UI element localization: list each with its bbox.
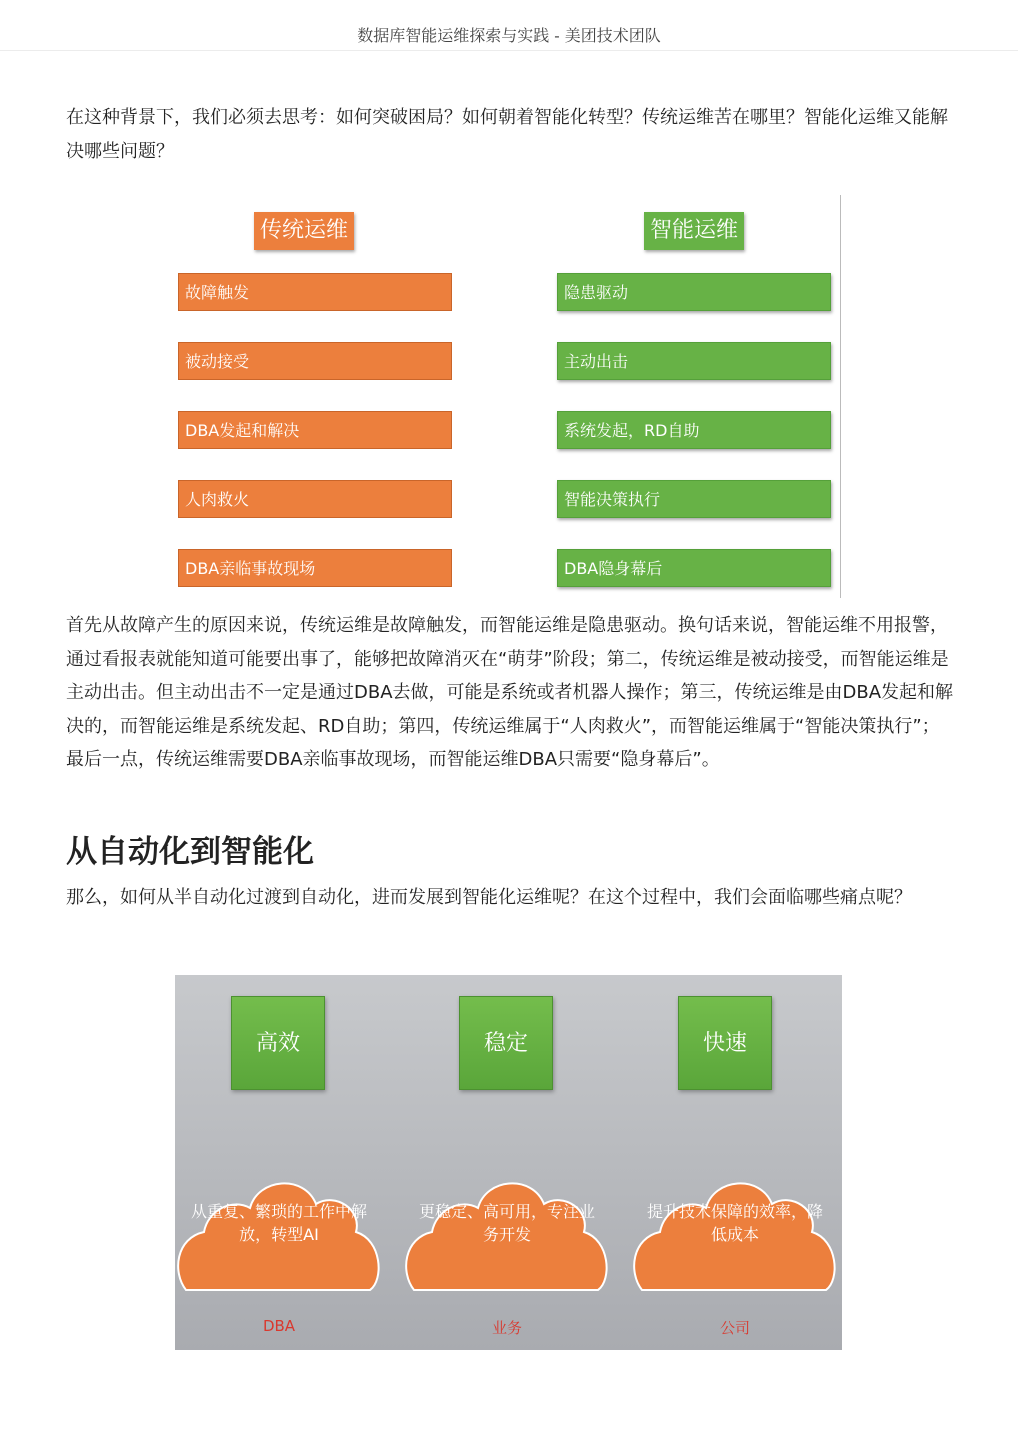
intro-paragraph: 在这种背景下，我们必须去思考：如何突破困局？如何朝着智能化转型？传统运维苦在哪里？智能化运维又能解决哪些问题？ bbox=[66, 107, 948, 162]
traditional-item: 人肉救火 bbox=[178, 480, 452, 518]
cloud-shape bbox=[632, 1170, 838, 1300]
traditional-item: DBA发起和解决 bbox=[178, 411, 452, 449]
traditional-item: DBA亲临事故现场 bbox=[178, 549, 452, 587]
figure-divider bbox=[840, 195, 841, 598]
transition-paragraph: 那么，如何从半自动化过渡到自动化，进而发展到智能化运维呢？在这个过程中，我们会面临哪些痛点呢？ bbox=[66, 887, 912, 908]
intelligent-item: 隐患驱动 bbox=[557, 273, 831, 311]
traditional-item: 被动接受 bbox=[178, 342, 452, 380]
intelligent-item: 智能决策执行 bbox=[557, 480, 831, 518]
intelligent-item: 主动出击 bbox=[557, 342, 831, 380]
beneficiary-label: 业务 bbox=[491, 1319, 522, 1337]
intelligent-ops-title: 智能运维 bbox=[644, 212, 744, 250]
beneficiary-label: 公司 bbox=[719, 1319, 750, 1337]
traditional-ops-title: 传统运维 bbox=[254, 212, 354, 250]
page-header-title: 数据库智能运维探索与实践 - 美团技术团队 bbox=[357, 26, 661, 45]
goal-box-fast: 快速 bbox=[678, 996, 772, 1090]
cloud-text: 提升技术保障的效率，降低成本 bbox=[646, 1202, 823, 1244]
beneficiary-label: DBA bbox=[262, 1317, 296, 1335]
goal-box-stable: 稳定 bbox=[459, 996, 553, 1090]
cloud-text: 更稳定、高可用，专注业务开发 bbox=[418, 1202, 595, 1244]
cloud-shape bbox=[176, 1170, 382, 1300]
comparison-paragraph: 首先从故障产生的原因来说，传统运维是故障触发，而智能运维是隐患驱动。换句话来说，智能运维不用报警，通过看报表就能知道可能要出事了，能够把故障消灭在“萌芽”阶段；第二，传统运维是被动接受，而智能运维是主动出击。但主动出击不一定是通过DBA去做，可能是系统或者机器人操作；第三，传统运维是由DBA发起和解决的，而智能运维是系统发起、RD自助；第四，传统运维属于“人肉救火”，而智能运维属于“智能决策执行”；最后一点，传统运维需要DBA亲临事故现场，而智能运维DBA只需要“隐身幕后”。 bbox=[66, 615, 954, 770]
goal-box-efficient: 高效 bbox=[231, 996, 325, 1090]
intelligent-item: DBA隐身幕后 bbox=[557, 549, 831, 587]
section-heading: 从自动化到智能化 bbox=[66, 834, 314, 870]
page-header bbox=[0, 0, 1018, 51]
cloud-text: 从重复、繁琐的工作中解放，转型AI bbox=[190, 1202, 367, 1244]
ops-comparison-figure bbox=[170, 195, 850, 599]
goals-figure bbox=[175, 975, 842, 1350]
traditional-item: 故障触发 bbox=[178, 273, 452, 311]
cloud-shape bbox=[404, 1170, 610, 1300]
intelligent-item: 系统发起，RD自助 bbox=[557, 411, 831, 449]
